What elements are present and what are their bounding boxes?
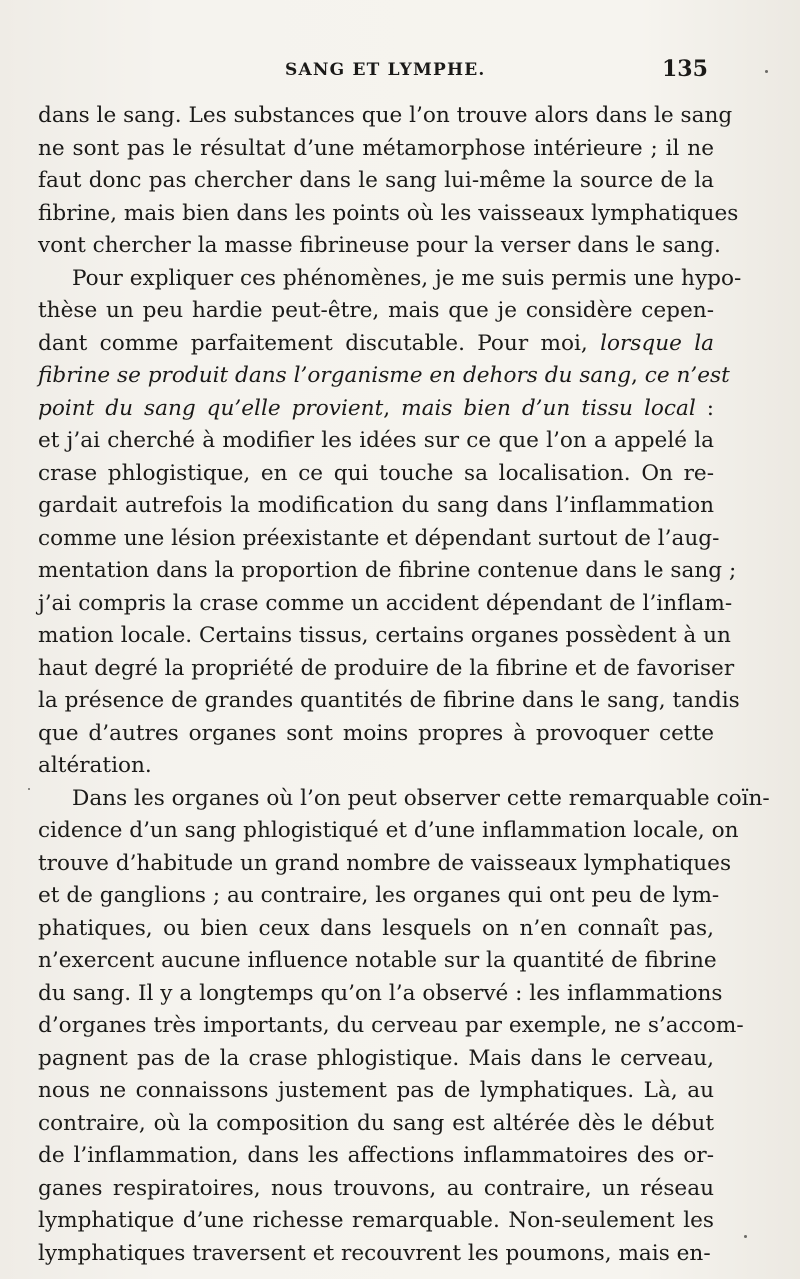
text-line bbox=[38, 263, 742, 296]
text-line bbox=[38, 815, 739, 848]
text-line bbox=[38, 913, 714, 946]
text-line bbox=[38, 165, 714, 198]
text-line bbox=[38, 848, 732, 881]
paragraph bbox=[38, 100, 739, 263]
text-line bbox=[38, 783, 770, 816]
text-line bbox=[38, 360, 730, 393]
text-run: n’exercent aucune influence notable sur la quantité de fibrine bbox=[38, 948, 717, 973]
text-run: , bbox=[631, 363, 645, 388]
text-line bbox=[38, 978, 723, 1011]
paragraph bbox=[38, 783, 770, 1271]
text-line bbox=[38, 100, 733, 133]
text-run: ne sont pas le résultat d’une métamorphose intérieure ; il ne bbox=[38, 135, 714, 161]
italic-text: fibrine se produit dans l’organisme en dehors du sang bbox=[38, 363, 632, 388]
text-line bbox=[38, 718, 714, 751]
text-line bbox=[38, 880, 720, 913]
text-run: la présence de grandes quantités de fibrine dans le sang, tandis bbox=[38, 688, 740, 713]
text-run: dant comme parfaitement discutable. Pour moi, bbox=[38, 330, 601, 356]
text-line bbox=[38, 555, 737, 588]
text-line bbox=[38, 1010, 744, 1043]
print-speck bbox=[765, 70, 768, 73]
text-run: mation locale. Certains tissus, certains organes possèdent à un bbox=[38, 623, 731, 648]
print-speck bbox=[744, 1235, 747, 1238]
italic-text: lorsque la bbox=[600, 330, 714, 356]
text-line bbox=[38, 1173, 714, 1206]
text-line bbox=[38, 133, 714, 166]
text-run: contraire, où la composition du sang est altérée dès le début bbox=[38, 1110, 714, 1136]
text-line bbox=[38, 1075, 714, 1108]
text-run: thèse un peu hardie peut-être, mais que je considère cepen- bbox=[38, 298, 714, 323]
text-run: altération. bbox=[38, 753, 152, 778]
text-line bbox=[38, 685, 740, 718]
text-line bbox=[38, 620, 731, 653]
text-run: et j’ai cherché à modifier les idées sur ce que l’on a appelé la bbox=[38, 428, 714, 453]
text-run: mentation dans la proportion de fibrine contenue dans le sang ; bbox=[38, 558, 737, 583]
text-run: fibrine, mais bien dans les points où les vaisseaux lymphatiques bbox=[38, 200, 739, 226]
text-run: cidence d’un sang phlogistiqué et d’une inflammation locale, on bbox=[38, 818, 739, 843]
text-run: trouve d’habitude un grand nombre de vaisseaux lymphatiques bbox=[38, 850, 732, 876]
body-text bbox=[38, 100, 770, 1270]
text-line bbox=[38, 198, 739, 231]
text-line bbox=[38, 1108, 714, 1141]
paragraph bbox=[38, 263, 742, 783]
text-run: , bbox=[383, 395, 402, 421]
text-line bbox=[38, 425, 714, 458]
text-line bbox=[38, 588, 733, 621]
text-line bbox=[38, 1140, 714, 1173]
text-line bbox=[38, 653, 735, 686]
text-line bbox=[38, 523, 720, 556]
page-header bbox=[0, 56, 800, 90]
text-run: de l’inflammation, dans les affections inflammatoires des or- bbox=[38, 1143, 714, 1168]
text-run: et de ganglions ; au contraire, les organes qui ont peu de lym- bbox=[38, 883, 720, 908]
text-run: haut degré la propriété de produire de la fibrine et de favoriser bbox=[38, 655, 735, 681]
text-line bbox=[38, 1238, 714, 1271]
text-run: gardait autrefois la modification du sang dans l’inflammation bbox=[38, 493, 714, 518]
text-run: du sang. Il y a longtemps qu’on l’a observé : les inflammations bbox=[38, 980, 723, 1006]
text-run: comme une lésion préexistante et dépendant surtout de l’aug- bbox=[38, 525, 720, 551]
text-line bbox=[38, 1043, 714, 1076]
page-number: 135 bbox=[662, 56, 708, 82]
text-line bbox=[38, 1205, 714, 1238]
text-run: j’ai compris la crase comme un accident dépendant de l’inflam- bbox=[38, 590, 733, 616]
text-line bbox=[38, 393, 714, 426]
italic-text: point du sang qu’elle provient bbox=[38, 395, 384, 421]
text-line bbox=[38, 458, 714, 491]
text-line bbox=[38, 295, 714, 328]
text-line bbox=[38, 750, 714, 783]
text-run: pagnent pas de la crase phlogistique. Mais dans le cerveau, bbox=[38, 1045, 714, 1071]
text-line bbox=[38, 490, 714, 523]
text-run: crase phlogistique, en ce qui touche sa localisation. On re- bbox=[38, 460, 714, 486]
text-run: phatiques, ou bien ceux dans lesquels on n’en connaît pas, bbox=[38, 915, 714, 941]
text-line bbox=[38, 328, 714, 361]
text-run: Dans les organes où l’on peut observer cette remarquable coïn- bbox=[72, 785, 770, 811]
running-head: SANG ET LYMPHE. bbox=[285, 60, 486, 80]
text-run: dans le sang. Les substances que l’on trouve alors dans le sang bbox=[38, 103, 733, 128]
text-run: faut donc pas chercher dans le sang lui-même la source de la bbox=[38, 168, 714, 193]
text-run: ganes respiratoires, nous trouvons, au contraire, un réseau bbox=[38, 1175, 714, 1201]
italic-text: ce n’est bbox=[644, 363, 730, 388]
text-run: lymphatique d’une richesse remarquable. Non-seulement les bbox=[38, 1208, 714, 1233]
print-speck bbox=[28, 788, 30, 790]
text-run: : bbox=[695, 395, 714, 421]
text-run: d’organes très importants, du cerveau par exemple, ne s’accom- bbox=[38, 1013, 744, 1038]
text-run: Pour expliquer ces phénomènes, je me suis permis une hypo- bbox=[72, 265, 742, 291]
text-line bbox=[38, 230, 721, 263]
text-run: nous ne connaissons justement pas de lymphatiques. Là, au bbox=[38, 1078, 714, 1103]
text-run: que d’autres organes sont moins propres à provoquer cette bbox=[38, 720, 714, 746]
text-line bbox=[38, 945, 717, 978]
text-run: lymphatiques traversent et recouvrent les poumons, mais en- bbox=[38, 1240, 711, 1266]
text-run: vont chercher la masse fibrineuse pour la verser dans le sang. bbox=[38, 233, 721, 258]
italic-text: mais bien d’un tissu local bbox=[401, 395, 696, 421]
